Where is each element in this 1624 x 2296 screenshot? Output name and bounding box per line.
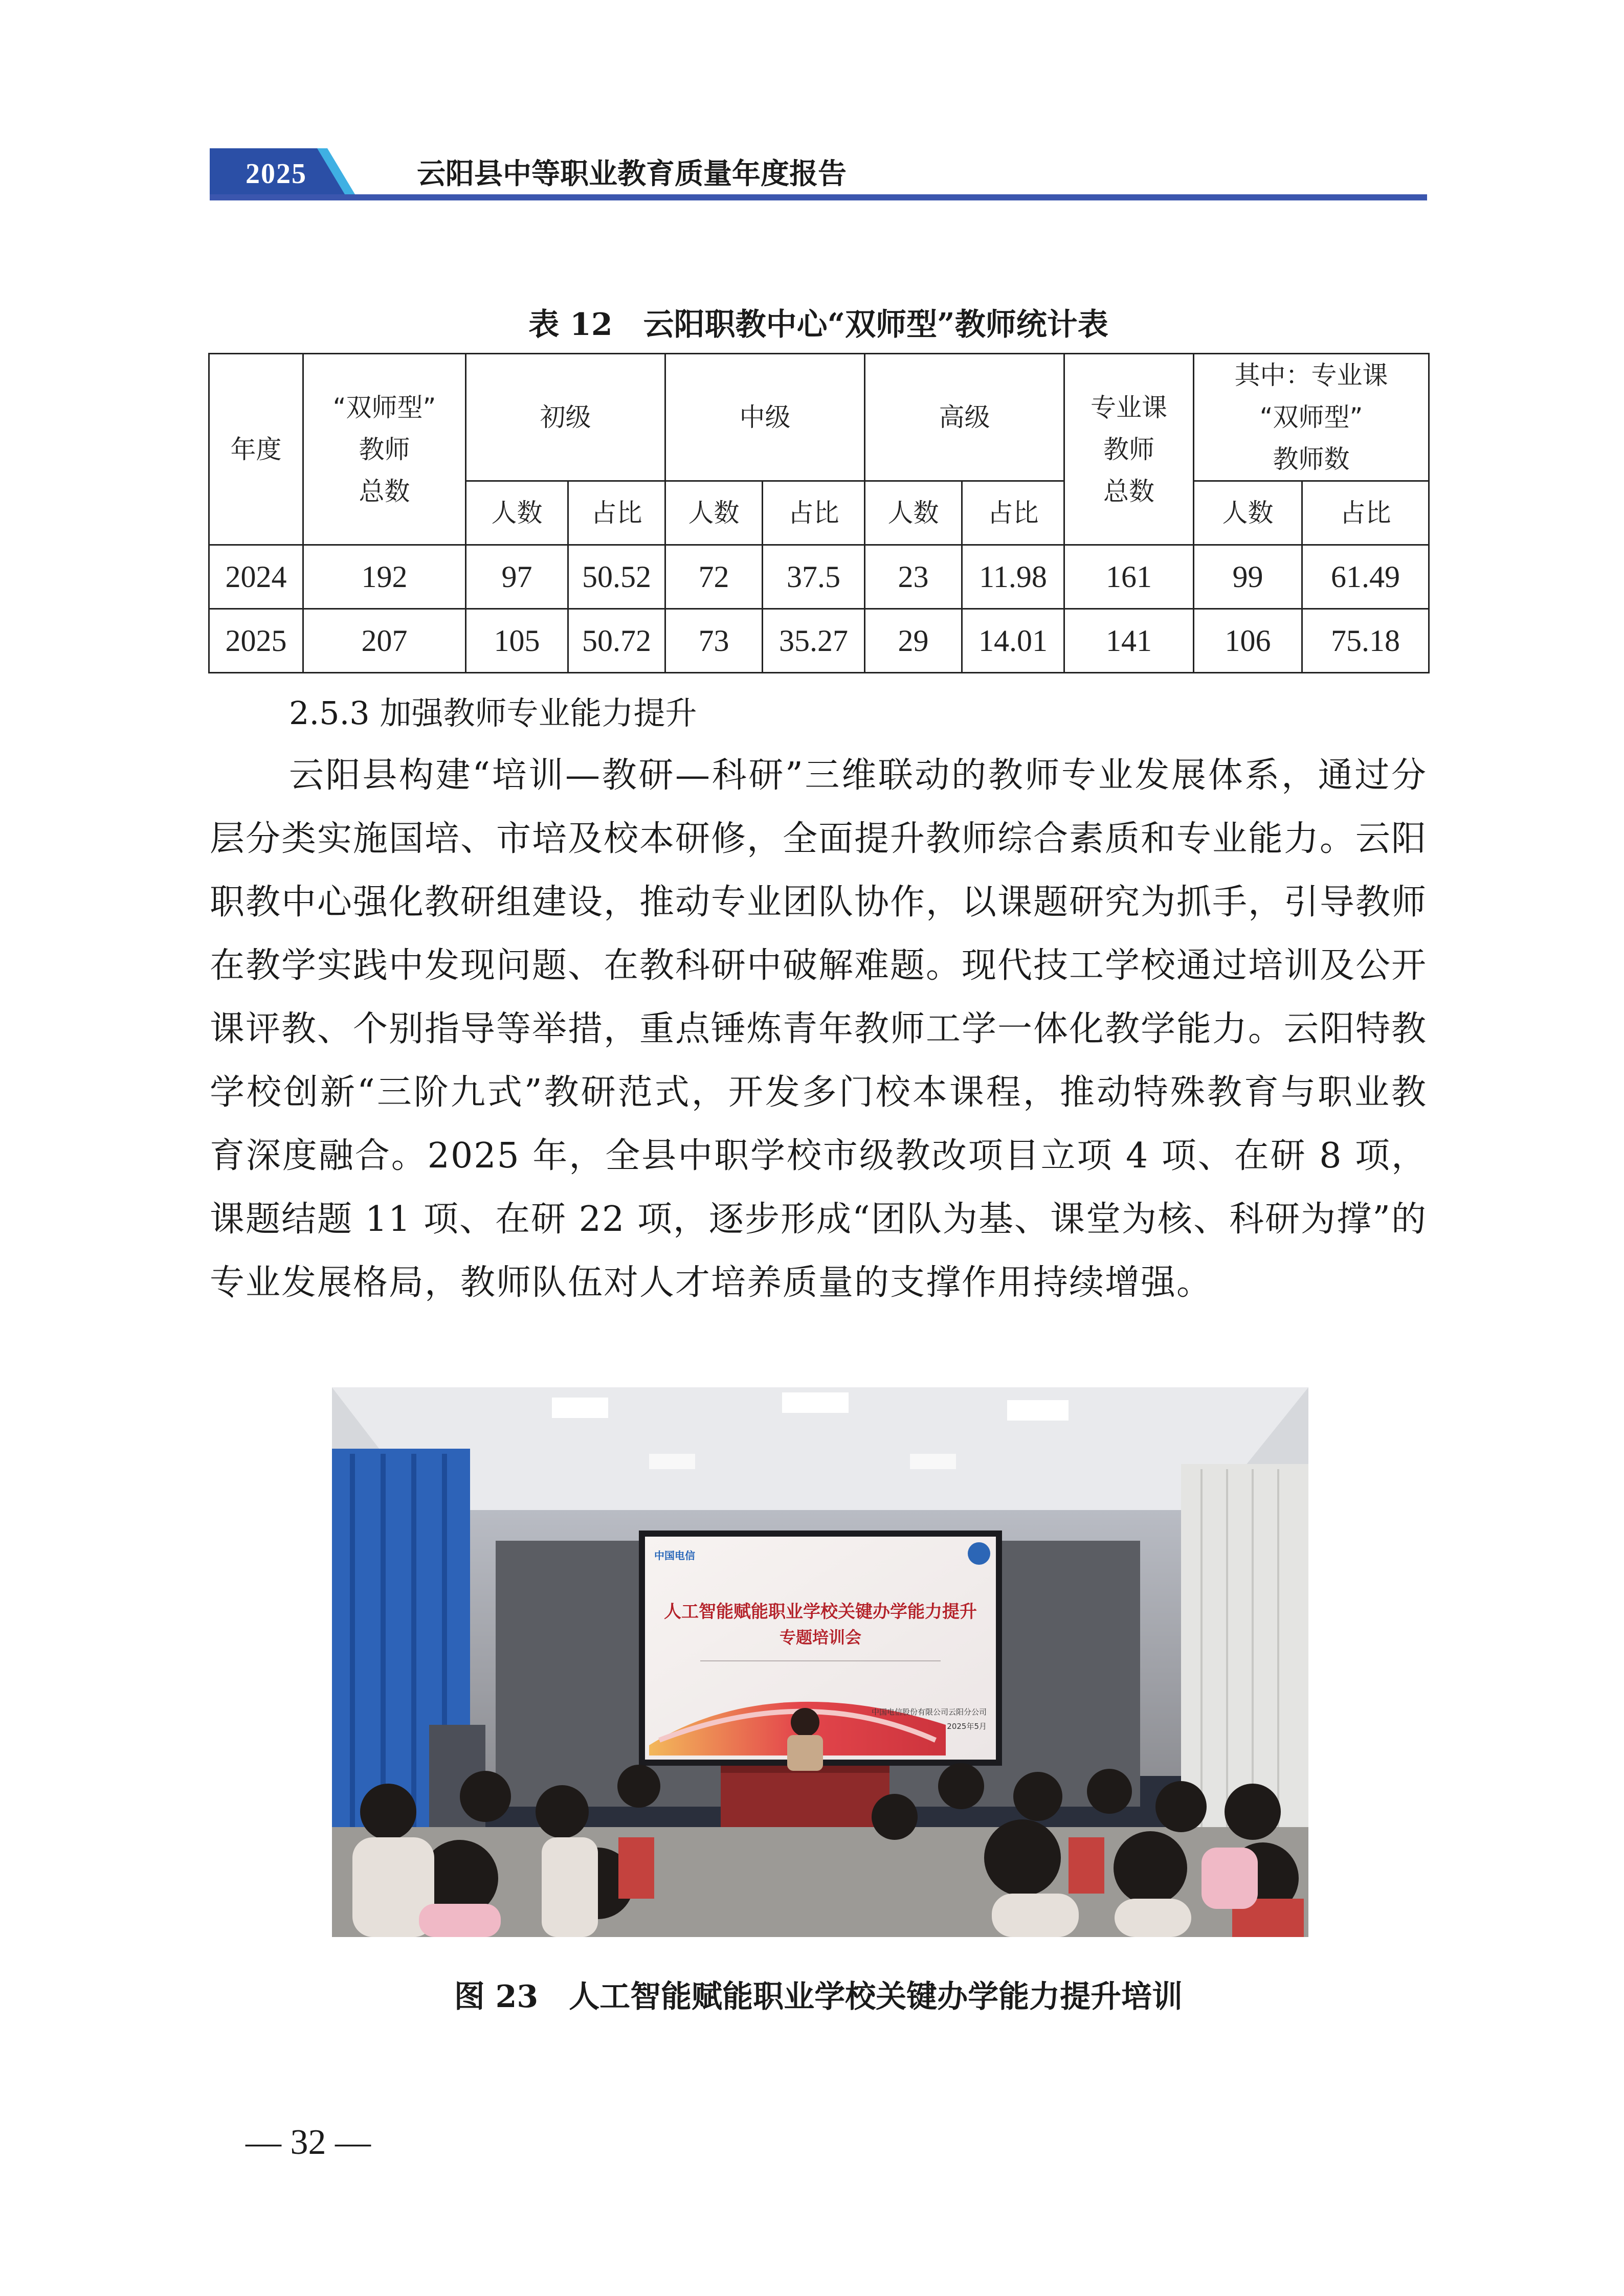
cell-year: 2024 (209, 545, 303, 609)
table-header-row (209, 354, 1429, 481)
cell-middle-ratio: 37.5 (763, 545, 865, 609)
header-junior-count: 人数 (466, 481, 568, 545)
training-photo (332, 1387, 1308, 1937)
header-year: 年度 (209, 354, 303, 545)
training-photo-illustration (332, 1387, 1308, 1937)
cell-junior-count: 97 (466, 545, 568, 609)
cell-year: 2025 (209, 609, 303, 673)
svg-text:人工智能赋能职业学校关键办学能力提升: 人工智能赋能职业学校关键办学能力提升 (664, 1602, 977, 1622)
cell-major-total: 141 (1064, 609, 1194, 673)
cell-dual-ratio: 61.49 (1302, 545, 1429, 609)
header-junior: 初级 (466, 354, 665, 481)
cell-total: 192 (303, 545, 466, 609)
cell-dual-count: 106 (1194, 609, 1302, 673)
table-row (209, 545, 1429, 609)
school-emblem-icon (968, 1542, 990, 1565)
cell-dual-count: 99 (1194, 545, 1302, 609)
header-senior: 高级 (865, 354, 1064, 481)
cell-senior-count: 29 (865, 609, 962, 673)
svg-text:专题培训会: 专题培训会 (779, 1628, 862, 1647)
figure-caption: 图 23 人工智能赋能职业学校关键办学能力提升培训 (454, 1979, 1183, 2015)
cell-junior-ratio: 50.72 (568, 609, 665, 673)
header-dual-total: “双师型” 教师 总数 (303, 354, 466, 545)
cell-senior-ratio: 14.01 (962, 609, 1064, 673)
cell-middle-count: 72 (665, 545, 763, 609)
page-number: — 32 — (246, 2123, 371, 2162)
table-row (209, 609, 1429, 673)
svg-text:中国电信: 中国电信 (654, 1549, 695, 1562)
header-rule (210, 194, 1427, 200)
body-paragraph: 云阳县构建“培训—教研—科研”三维联动的教师专业发展体系，通过分层分类实施国培、市培及校本研修，全面提升教师综合素质和专业能力。云阳职教中心强化教研组建设，推动专业团队协作，以课题研究为抓手，引导教师在教学实践中发现问题、在教科研中破解难题。现代技工学校通过培训及公开课评教、个别指导等举措，重点锤炼青年教师工学一体化教学能力。云阳特教学校创新“三阶九式”教研范式，开发多门校本课程，推动特殊教育与职业教育深度融合。2025 年，全县中职学校市级教改项目立项 4 项、在研 8 项，课题结题 11 项、在研 22 项，逐步形成“团队为基、课堂为核、科研为撑”的专业发展格局，教师队伍对人才培养质量的支撑作用持续增强。 (210, 755, 1428, 1303)
header-middle: 中级 (665, 354, 865, 481)
cell-senior-count: 23 (865, 545, 962, 609)
cell-senior-ratio: 11.98 (962, 545, 1064, 609)
header-senior-ratio: 占比 (962, 481, 1064, 545)
cell-junior-ratio: 50.52 (568, 545, 665, 609)
header-dual-ratio: 占比 (1302, 481, 1429, 545)
svg-text:2025年5月: 2025年5月 (947, 1722, 987, 1731)
svg-text:中国电信股份有限公司云阳分公司: 中国电信股份有限公司云阳分公司 (871, 1707, 987, 1717)
header-among: 其中：专业课 “双师型” 教师数 (1194, 354, 1429, 481)
cell-major-total: 161 (1064, 545, 1194, 609)
table-caption: 表 12 云阳职教中心“双师型”教师统计表 (528, 307, 1108, 343)
header-junior-ratio: 占比 (568, 481, 665, 545)
header-middle-ratio: 占比 (763, 481, 865, 545)
header-dual-count: 人数 (1194, 481, 1302, 545)
cell-total: 207 (303, 609, 466, 673)
header-middle-count: 人数 (665, 481, 763, 545)
dual-teacher-table (208, 353, 1430, 673)
header-year: 2025 (246, 158, 307, 190)
cell-middle-count: 73 (665, 609, 763, 673)
cell-junior-count: 105 (466, 609, 568, 673)
header-major-total: 专业课 教师 总数 (1064, 354, 1194, 545)
header-senior-count: 人数 (865, 481, 962, 545)
cell-dual-ratio: 75.18 (1302, 609, 1429, 673)
section-heading: 2.5.3 加强教师专业能力提升 (289, 694, 697, 732)
header-title: 云阳县中等职业教育质量年度报告 (417, 157, 847, 191)
cell-middle-ratio: 35.27 (763, 609, 865, 673)
